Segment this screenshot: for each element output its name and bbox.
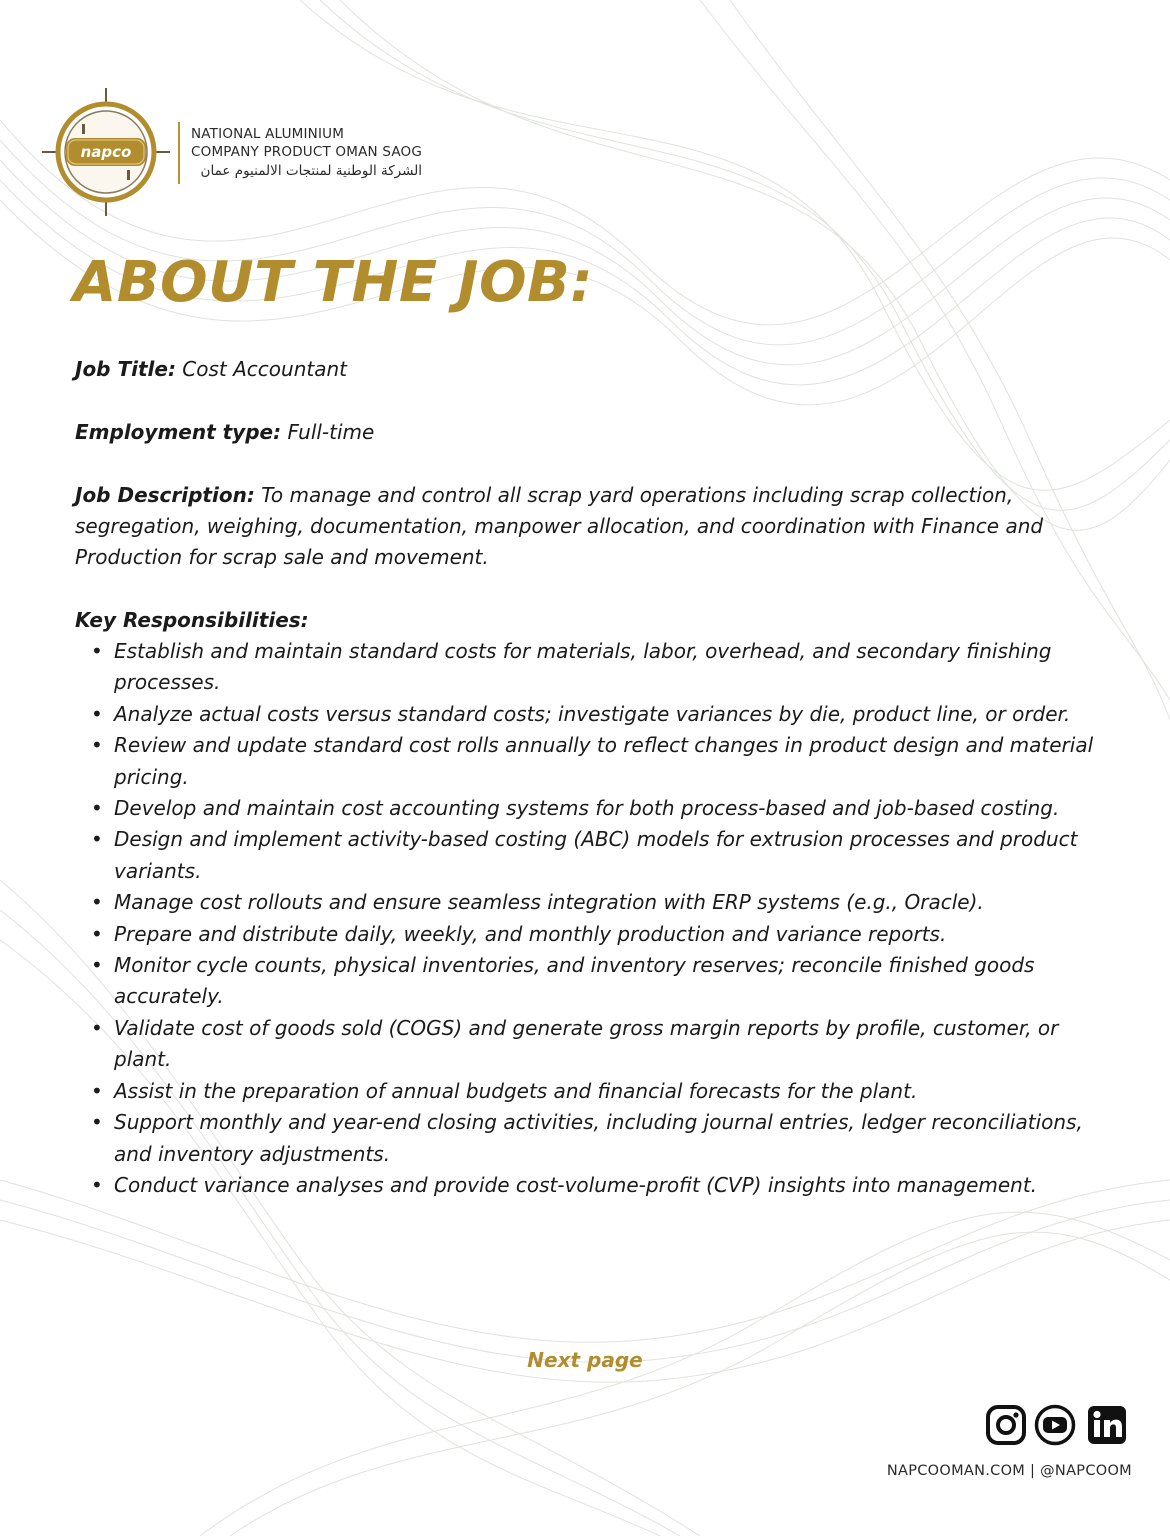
bullet-icon: • [91, 701, 103, 726]
bullet-icon: • [91, 639, 103, 663]
bullet-icon: • [91, 1078, 103, 1103]
list-item-text: Manage cost rollouts and ensure seamless integration with ERP systems (e.g., Oracle). [114, 890, 984, 915]
bullet-icon: • [91, 796, 103, 821]
list-item-text: Review and update standard cost rolls annually to reflect changes in product design and material pricing. [114, 733, 1094, 789]
job-description-label: Job Description: [75, 483, 255, 507]
bullet-icon: • [91, 1172, 103, 1197]
list-item [75, 793, 1115, 824]
job-description-value: To manage and control all scrap yard operations including scrap collection, segregation, weighing, documentation, manpower allocation, and coordination with Finance and Production for scrap sale and movement. [75, 483, 1044, 569]
list-item-text: Design and implement activity-based costing (ABC) models for extrusion processes and product variants. [114, 827, 1078, 883]
responsibilities-title: Key Responsibilities: [75, 608, 309, 632]
logo-text: napco [80, 143, 132, 161]
list-item [75, 1170, 1115, 1201]
job-details [75, 354, 1115, 1201]
company-name-line2: COMPANY PRODUCT OMAN SAOG [191, 144, 423, 160]
list-item-text: Establish and maintain standard costs for materials, labor, overhead, and secondary finishing processes. [114, 639, 1052, 695]
list-item [75, 950, 1115, 1013]
bullet-icon: • [91, 953, 103, 978]
list-item-text: Analyze actual costs versus standard costs; investigate variances by die, product line, or order. [114, 701, 1071, 726]
list-item [75, 730, 1115, 793]
list-item [75, 887, 1115, 918]
job-description-field [75, 480, 1115, 573]
list-item-text: Validate cost of goods sold (COGS) and generate gross margin reports by profile, customer, or plant. [114, 1015, 1059, 1072]
list-item-text: Conduct variance analyses and provide cost-volume-profit (CVP) insights into management. [114, 1172, 1038, 1197]
bullet-icon: • [91, 1110, 103, 1135]
bullet-icon: • [91, 1015, 103, 1040]
list-item [75, 824, 1115, 887]
responsibilities-list [75, 636, 1115, 1201]
employment-type-field [75, 417, 1115, 448]
list-item [75, 636, 1115, 699]
bullet-icon: • [91, 733, 103, 758]
company-name-block [191, 125, 422, 181]
napco-logo [42, 88, 170, 216]
company-name-arabic: الشركة الوطنية لمنتجات الالمنيوم عمان [200, 163, 423, 179]
list-item-text: Prepare and distribute daily, weekly, and monthly production and variance reports. [114, 921, 947, 946]
job-title-value: Cost Accountant [182, 357, 347, 381]
job-title-label: Job Title: [75, 357, 176, 381]
list-item-text: Monitor cycle counts, physical inventories, and inventory reserves; reconcile finished goods accurately. [114, 953, 1035, 1009]
bullet-icon: • [91, 890, 103, 915]
list-item-text: Support monthly and year-end closing activities, including journal entries, ledger reconciliations, and inventory adjustments. [114, 1110, 1083, 1166]
list-item-text: Develop and maintain cost accounting systems for both process-based and job-based costing. [114, 796, 1060, 821]
page-title: ABOUT THE JOB: [73, 250, 594, 315]
list-item [75, 1013, 1115, 1076]
job-title-field [75, 354, 1115, 385]
social-links [985, 1404, 1135, 1448]
instagram-icon[interactable] [985, 1404, 1027, 1446]
bullet-icon: • [91, 827, 103, 852]
linkedin-icon[interactable] [1086, 1404, 1128, 1446]
logo-divider [178, 122, 180, 184]
list-item [75, 1076, 1115, 1107]
list-item [75, 1107, 1115, 1170]
list-item [75, 919, 1115, 950]
bullet-icon: • [91, 921, 103, 946]
employment-type-value: Full-time [287, 420, 375, 444]
list-item-text: Assist in the preparation of annual budgets and financial forecasts for the plant. [114, 1078, 918, 1103]
list-item [75, 699, 1115, 730]
employment-type-label: Employment type: [75, 420, 282, 444]
company-name-line1: NATIONAL ALUMINIUM [191, 126, 345, 142]
youtube-icon[interactable] [1034, 1404, 1076, 1446]
next-page-link[interactable]: Next page [527, 1348, 643, 1372]
footer-website-handle: NAPCOOMAN.COM | @NAPCOOM [886, 1463, 1132, 1479]
